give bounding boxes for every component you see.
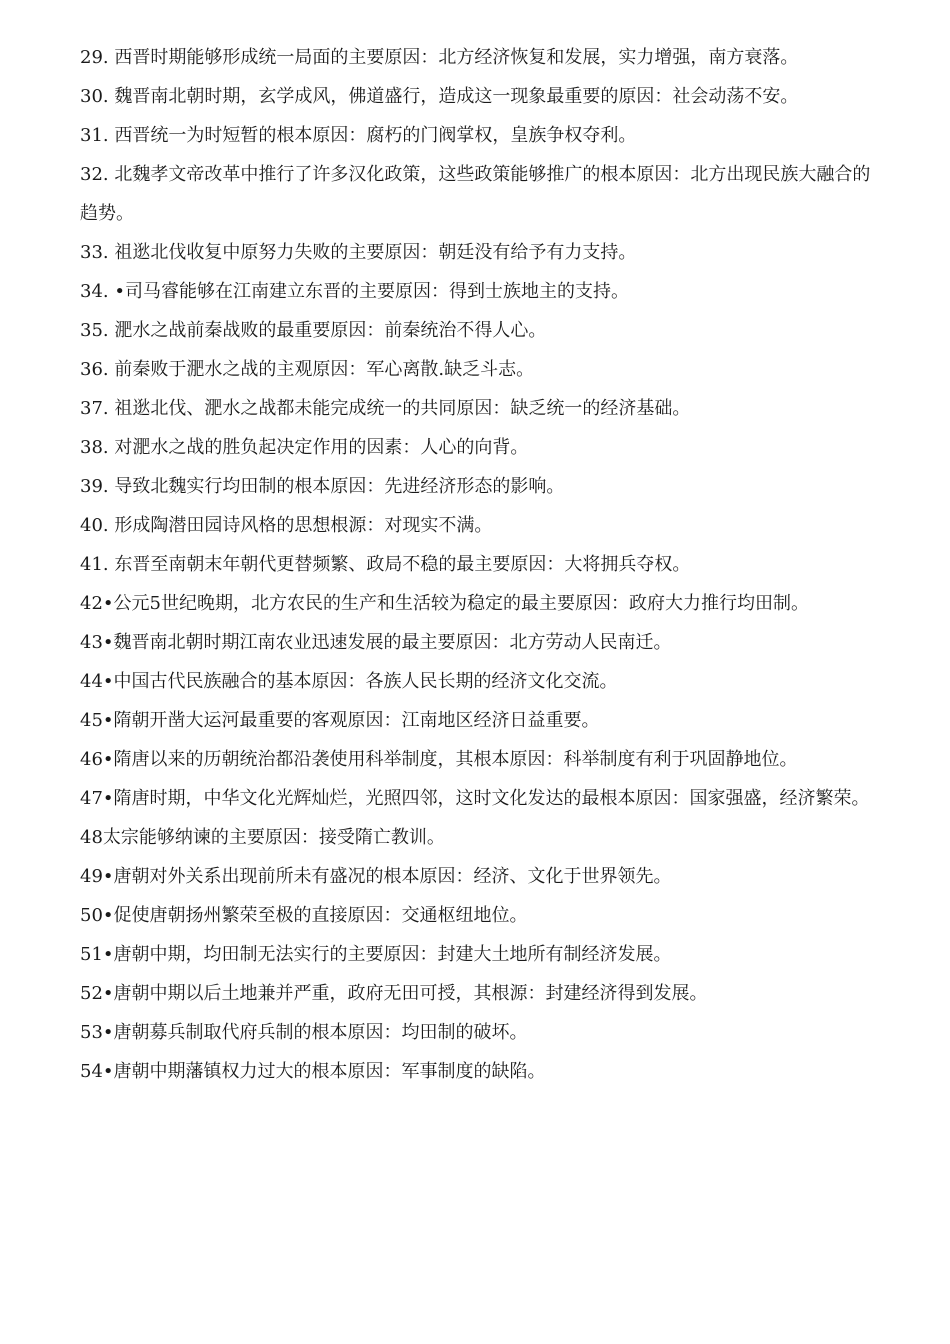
list-item: 44•中国古代民族融合的基本原因：各族人民长期的经济文化交流。 — [80, 671, 618, 692]
list-item: 46•隋唐以来的历朝统治都沿袭使用科举制度，其根本原因：科举制度有利于巩固静地位。 — [80, 749, 798, 770]
list-item: 29. 西晋时期能够形成统一局面的主要原因：北方经济恢复和发展，实力增强，南方衰落。 — [80, 47, 799, 68]
list-item: 35. 淝水之战前秦战败的最重要原因：前秦统治不得人心。 — [80, 320, 547, 341]
list-item: 32. 北魏孝文帝改革中推行了许多汉化政策，这些政策能够推广的根本原因：北方出现民族大融合的趋势。 — [80, 164, 871, 224]
list-item: 48太宗能够纳谏的主要原因：接受隋亡教训。 — [80, 827, 445, 848]
list-item: 50•促使唐朝扬州繁荣至极的直接原因：交通枢纽地位。 — [80, 905, 528, 926]
list-item: 42•公元5世纪晚期，北方农民的生产和生活较为稳定的最主要原因：政府大力推行均田制。 — [80, 593, 809, 614]
list-item: 53•唐朝募兵制取代府兵制的根本原因：均田制的破坏。 — [80, 1022, 528, 1043]
list-item: 51•唐朝中期，均田制无法实行的主要原因：封建大土地所有制经济发展。 — [80, 944, 672, 965]
list-item: 54•唐朝中期藩镇权力过大的根本原因：军事制度的缺陷。 — [80, 1061, 546, 1082]
list-item: 36. 前秦败于淝水之战的主观原因：军心离散.缺乏斗志。 — [80, 359, 535, 380]
list-item: 30. 魏晋南北朝时期，玄学成风，佛道盛行，造成这一现象最重要的原因：社会动荡不安。 — [80, 86, 799, 107]
list-item: 52•唐朝中期以后土地兼并严重，政府无田可授，其根源：封建经济得到发展。 — [80, 983, 708, 1004]
list-item: 38. 对淝水之战的胜负起决定作用的因素：人心的向背。 — [80, 437, 529, 458]
list-item: 43•魏晋南北朝时期江南农业迅速发展的最主要原因：北方劳动人民南迁。 — [80, 632, 672, 653]
list-item: 41. 东晋至南朝末年朝代更替频繁、政局不稳的最主要原因：大将拥兵夺权。 — [80, 554, 691, 575]
list-item: 40. 形成陶潜田园诗风格的思想根源：对现实不满。 — [80, 515, 493, 536]
list-item: 49•唐朝对外关系出现前所未有盛况的根本原因：经济、文化于世界领先。 — [80, 866, 672, 887]
list-item: 45•隋朝开凿大运河最重要的客观原因：江南地区经济日益重要。 — [80, 710, 600, 731]
list-item: 47•隋唐时期，中华文化光辉灿烂，光照四邻，这时文化发达的最根本原因：国家强盛，经济繁荣。 — [80, 788, 870, 809]
document-page — [80, 38, 872, 1091]
list-item: 39. 导致北魏实行均田制的根本原因：先进经济形态的影响。 — [80, 476, 565, 497]
list-item: 33. 祖逖北伐收复中原努力失败的主要原因：朝廷没有给予有力支持。 — [80, 242, 637, 263]
list-item: 34. •司马睿能够在江南建立东晋的主要原因：得到士族地主的支持。 — [80, 281, 629, 302]
list-item: 37. 祖逖北伐、淝水之战都未能完成统一的共同原因：缺乏统一的经济基础。 — [80, 398, 691, 419]
list-item: 31. 西晋统一为时短暂的根本原因：腐朽的门阀掌权，皇族争权夺利。 — [80, 125, 637, 146]
